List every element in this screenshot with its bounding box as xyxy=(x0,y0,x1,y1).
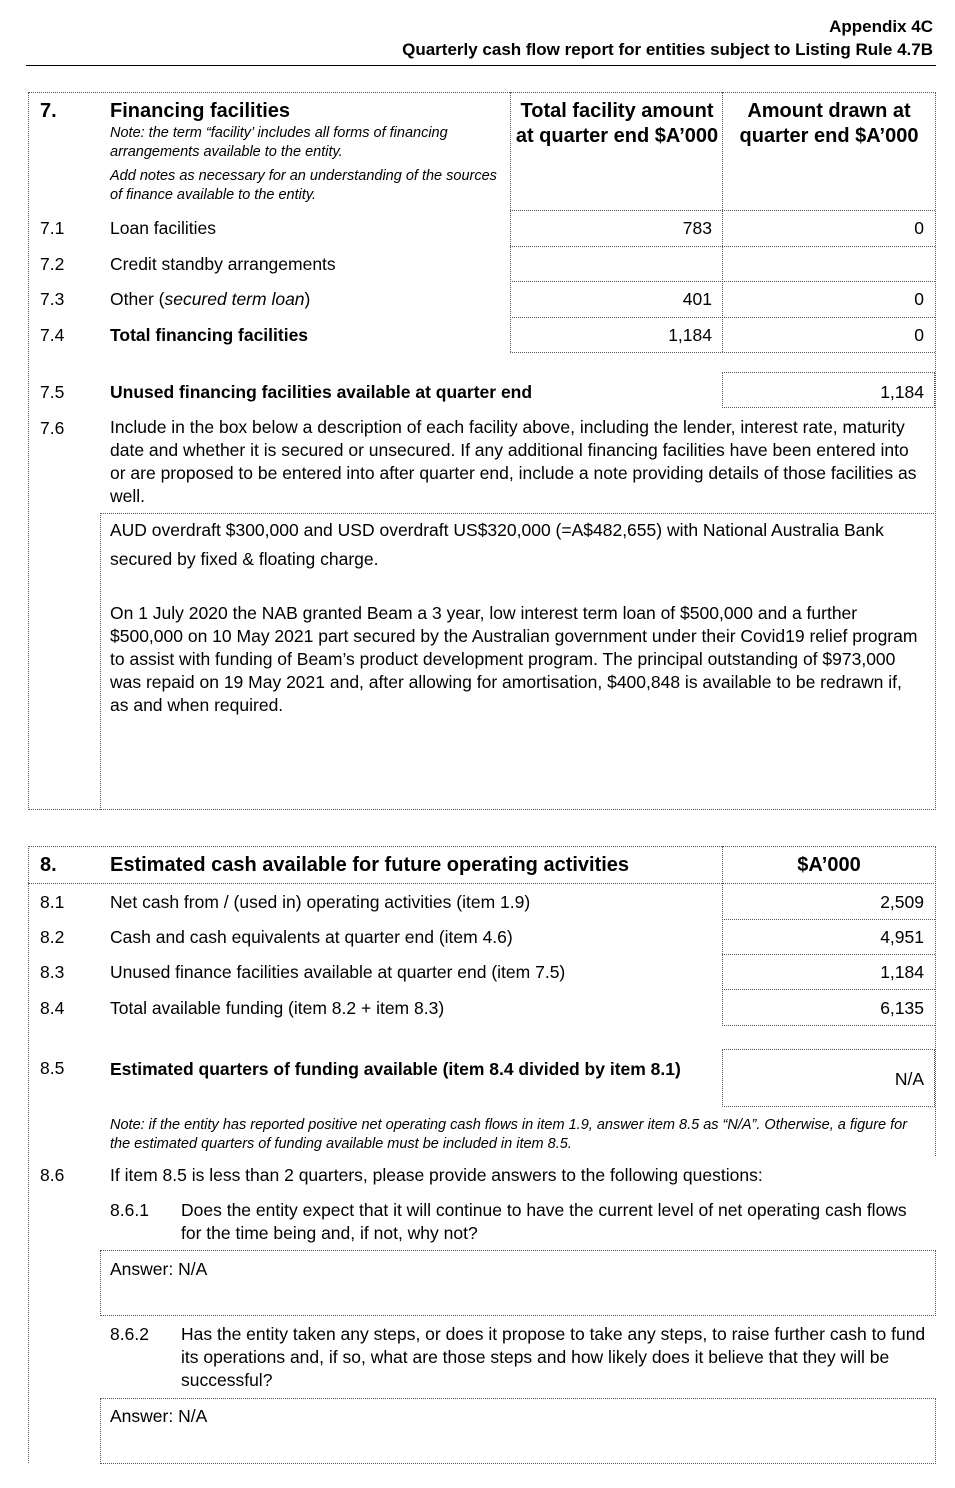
row-label xyxy=(110,289,310,310)
answer-box[interactable] xyxy=(100,1250,936,1316)
section8-number: 8. xyxy=(40,854,57,876)
section8-left-border xyxy=(28,846,29,1463)
header-rule xyxy=(26,65,936,66)
row-number: 7.5 xyxy=(40,382,65,402)
drawn-column-header: Amount drawn at quarter end $A’000 xyxy=(739,100,919,147)
row-number: 7.1 xyxy=(40,218,65,238)
row-rule xyxy=(510,246,935,247)
row-number: 8.4 xyxy=(40,998,65,1018)
row-number: 7.6 xyxy=(40,418,65,438)
quarters-funding-note: Note: if the entity has reported positive net operating cash flows in item 1.9, answer item 8.5 as “N/A”. Otherwise, a figure for the estimated quarters of funding available must be included in item 8.5. xyxy=(110,1117,908,1152)
answer-box[interactable] xyxy=(100,1398,936,1464)
row-rule xyxy=(510,352,935,353)
unused-facilities-value: 1,184 xyxy=(880,382,924,402)
label-italic: secured term loan xyxy=(164,289,305,309)
row-value: 4,951 xyxy=(880,927,924,947)
question-text: Does the entity expect that it will continue to have the current level of net operating cash flows for the time being and, if not, why not? xyxy=(181,1200,907,1243)
section8-column-header: $A’000 xyxy=(797,854,861,876)
quarters-funding-label: Estimated quarters of funding available (item 8.4 divided by item 8.1) xyxy=(110,1059,681,1079)
row-label: Loan facilities xyxy=(110,218,217,238)
section7-bottom-border xyxy=(28,809,936,810)
label-prefix: Other ( xyxy=(110,289,165,309)
row-value: 6,135 xyxy=(880,998,924,1018)
row-rule xyxy=(28,883,936,884)
row-number: 7.3 xyxy=(40,289,65,309)
section7-title: Financing facilities xyxy=(110,100,291,122)
row-label: Unused finance facilities available at quarter end (item 7.5) xyxy=(110,962,566,982)
row-rule xyxy=(722,954,935,955)
label-suffix: ) xyxy=(304,289,311,309)
section7-left-border xyxy=(28,92,29,810)
facility-column-header: Total facility amount at quarter end $A’000 xyxy=(515,100,719,147)
col-divider xyxy=(722,92,723,352)
row-rule xyxy=(722,989,935,990)
row-number: 8.1 xyxy=(40,892,65,912)
facility-value: 783 xyxy=(682,218,712,238)
facility-total: 1,184 xyxy=(668,325,712,345)
section7-number: 7. xyxy=(40,100,57,122)
appendix-label: Appendix 4C xyxy=(829,17,933,36)
section7-note-facility: Note: the term “facility’ includes all forms of financing arrangements available to the entity. xyxy=(110,125,448,160)
row-number: 8.2 xyxy=(40,927,65,947)
row-rule xyxy=(510,281,935,282)
row-value: 2,509 xyxy=(880,892,924,912)
answer-text: Answer: N/A xyxy=(110,1406,208,1426)
row-label: Net cash from / (used in) operating activities (item 1.9) xyxy=(110,892,531,912)
row-number: 7.2 xyxy=(40,254,65,274)
row-number: 8.5 xyxy=(40,1058,65,1078)
row-label: Cash and cash equivalents at quarter end (item 4.6) xyxy=(110,927,513,947)
facility-description-instruction: Include in the box below a description of each facility above, including the lender, interest rate, maturity date and whether it is secured or unsecured. If any additional financing facilities have been entered into or are proposed to be entered into after quarter end, include a note providing details of those facilities as well. xyxy=(110,417,917,506)
section8-col-border xyxy=(722,846,723,1026)
section8-title: Estimated cash available for future operating activities xyxy=(110,854,630,876)
section7-top-border xyxy=(28,92,936,93)
questions-intro: If item 8.5 is less than 2 quarters, please provide answers to the following questions: xyxy=(110,1165,763,1185)
drawn-total: 0 xyxy=(914,325,924,345)
row-rule xyxy=(722,919,935,920)
unused-facilities-label: Unused financing facilities available at quarter end xyxy=(110,382,533,402)
row-label-total: Total financing facilities xyxy=(110,325,309,345)
drawn-value: 0 xyxy=(914,289,924,309)
section7-note-add: Add notes as necessary for an understanding of the sources of finance available to the entity. xyxy=(110,168,497,203)
row-number: 8.6 xyxy=(40,1165,65,1185)
section8-right-border xyxy=(935,846,936,1156)
drawn-value: 0 xyxy=(914,218,924,238)
question-number: 8.6.1 xyxy=(110,1200,149,1220)
row-number: 8.3 xyxy=(40,962,65,982)
report-title: Quarterly cash flow report for entities subject to Listing Rule 4.7B xyxy=(402,40,933,59)
question-text: Has the entity taken any steps, or does it propose to take any steps, to raise further cash to fund its operations and, if so, what are those steps and how likely does it believe that they will be successful? xyxy=(181,1324,926,1390)
section8-top-border xyxy=(28,846,936,847)
row-value: 1,184 xyxy=(880,962,924,982)
facility-value: 401 xyxy=(682,289,712,309)
facility-description-term-loan: On 1 July 2020 the NAB granted Beam a 3 year, low interest term loan of $500,000 and a further $500,000 on 10 May 2021 part secured by the Australian government under their Covid19 relief program to assist with funding of Beam’s product development program. The principal outstanding of $973,000 was repaid on 19 May 2021 and, after allowing for amortisation, $400,848 is available to be redrawn if, as and when required. xyxy=(110,603,918,715)
row-label: Total available funding (item 8.2 + item 8.3) xyxy=(110,998,445,1018)
row-label: Credit standby arrangements xyxy=(110,254,336,274)
row-rule xyxy=(510,317,935,318)
col1-left-border xyxy=(510,92,511,352)
quarters-funding-value: N/A xyxy=(894,1069,924,1089)
answer-text: Answer: N/A xyxy=(110,1259,208,1279)
row-number: 7.4 xyxy=(40,325,65,345)
facility-description-overdraft: AUD overdraft $300,000 and USD overdraft US$320,000 (=A$482,655) with National Australia Bank secured by fixed & floating charge. xyxy=(110,520,884,569)
row-rule xyxy=(510,210,935,211)
row-rule xyxy=(722,1025,935,1026)
question-number: 8.6.2 xyxy=(110,1324,149,1344)
